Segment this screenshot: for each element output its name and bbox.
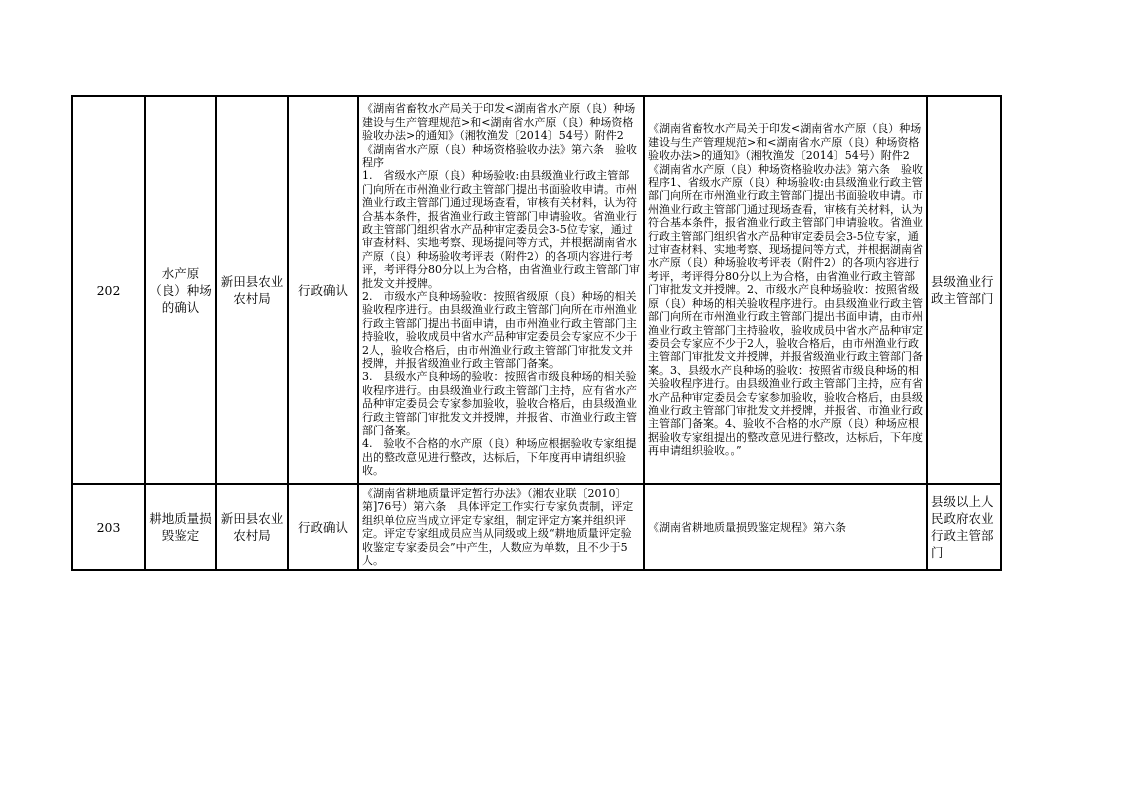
table-row-202 bbox=[72, 96, 1001, 484]
cell-implementing-agency: 新田县农业农村局 bbox=[216, 484, 288, 570]
legal-basis-paragraph: 1. 省级水产原（良）种场验收:由县级渔业行政主管部门向所在市州渔业行政主管部门提出书面验收申请。市州渔业行政主管部门通过现场查看，审核有关材料，认为符合基本条件，报省渔业行政主管部门申请验收。省渔业行政主管部门组织省水产品种审定委员会3-5位专家，通过审查材料、实地考察、现场提问等方式，并根据湖南省水产原（良）种场验收考评表（附件2）的各项内容进行考评，考评得分80分以上为合格，由省渔业行政主管部门审批发文并授牌。 bbox=[362, 169, 640, 290]
legal-basis-paragraph: 《湖南省畜牧水产局关于印发<湖南省水产原（良）种场建设与生产管理规范>和<湖南省水产原（良）种场资格验收办法>的通知》（湘牧渔发〔2014〕54号）附件2《湖南省水产原（良）种场资格验收办法》第六条 验收程序 bbox=[362, 102, 637, 169]
cell-seq-number: 202 bbox=[72, 96, 145, 484]
cell-legal-basis bbox=[358, 484, 644, 570]
cell-power-type: 行政确认 bbox=[288, 484, 358, 570]
power-list-table bbox=[71, 95, 1002, 571]
legal-basis-paragraph: 4. 验收不合格的水产原（良）种场应根据验收专家组提出的整改意见进行整改，达标后，下年度再申请组织验收。 bbox=[362, 437, 637, 478]
legal-basis-paragraph: 3. 县级水产良种场的验收：按照省市级良种场的相关验收程序进行。由县级渔业行政主管部门主持，应有省水产品种审定委员会专家参加验收，验收合格后，由县级渔业行政主管部门审批发文并授牌，并报省、市渔业行政主管部门备案。 bbox=[362, 370, 637, 438]
cell-item-name: 耕地质量损毁鉴定 bbox=[145, 484, 216, 570]
legal-basis-paragraph: 《湖南省耕地质量评定暂行办法》（湘农业联〔2010〕第]76号）第六条 具体评定工作实行专家负责制，评定组织单位应当成立评定专家组，制定评定方案并组织评定。评定专家组成员应当从同级或上级“耕地质量评定验收鉴定专家委员会”中产生，人数应为单数，且不少于5人。 bbox=[362, 487, 634, 568]
table-row-203 bbox=[72, 484, 1001, 570]
cell-seq-number: 203 bbox=[72, 484, 145, 570]
legal-basis-paragraph: 《湖南省耕地质量损毁鉴定规程》第六条 bbox=[648, 520, 846, 534]
cell-legal-basis-secondary bbox=[644, 484, 927, 570]
cell-legal-basis bbox=[358, 96, 644, 484]
legal-basis-paragraph: 《湖南省畜牧水产局关于印发<湖南省水产原（良）种场建设与生产管理规范>和<湖南省水产原（良）种场资格验收办法>的通知》（湘牧渔发〔2014〕54号）附件2《湖南省水产原（良）种场资格验收办法》第六条 验收程序1、省级水产原（良）种场验收:由县级渔业行政主管部门向所在市州渔业行政主管部门提出书面验收申请。市州渔业行政主管部门通过现场查看，审核有关材料，认为符合基本条件，报省渔业行政主管部门申请验收。省渔业行政主管部门组织省水产品种审定委员会3-5位专家，通过审查材料、实地考察、现场提问等方式，并根据湖南省水产原（良）种场验收考评表（附件2）的各项内容进行考评，考评得分80分以上为合格，由省渔业行政主管部门审批发文并授牌。2、市级水产良种场验收：按照省级原（良）种场的相关验收程序进行。由县级渔业行政主管部门向所在市州渔业行政主管部门提出书面申请，由市州渔业行政主管部门主持验收，验收成员中省水产品种审定委员会专家应不少于2人，验收合格后，由市州渔业行政主管部门审批发文并授牌，并报省级渔业行政主管部门备案。3、县级水产良种场的验收：按照省市级良种场的相关验收程序进行。由县级渔业行政主管部门主持，应有省水产品种审定委员会专家参加验收，验收合格后，由县级渔业行政主管部门审批发文并授牌，并报省、市渔业行政主管部门备案。4、验收不合格的水产原（良）种场应根据验收专家组提出的整改意见进行整改，达标后，下年度再申请组织验收。。” bbox=[648, 122, 923, 458]
cell-implementing-agency: 新田县农业农村局 bbox=[216, 96, 288, 484]
cell-responsible-authority: 县级渔业行政主管部门 bbox=[927, 96, 1001, 484]
legal-basis-paragraph: 2. 市级水产良种场验收：按照省级原（良）种场的相关验收程序进行。由县级渔业行政主管部门向所在市州渔业行政主管部门提出书面申请，由市州渔业行政主管部门主持验收，验收成员中省水产品种审定委员会专家应不少于2人，验收合格后，由市州渔业行政主管部门审批发文并授牌，并报省级渔业行政主管部门备案。 bbox=[362, 290, 637, 371]
cell-legal-basis-secondary bbox=[644, 96, 927, 484]
cell-responsible-authority: 县级以上人民政府农业行政主管部门 bbox=[927, 484, 1001, 570]
cell-power-type: 行政确认 bbox=[288, 96, 358, 484]
cell-item-name: 水产原（良）种场的确认 bbox=[145, 96, 216, 484]
